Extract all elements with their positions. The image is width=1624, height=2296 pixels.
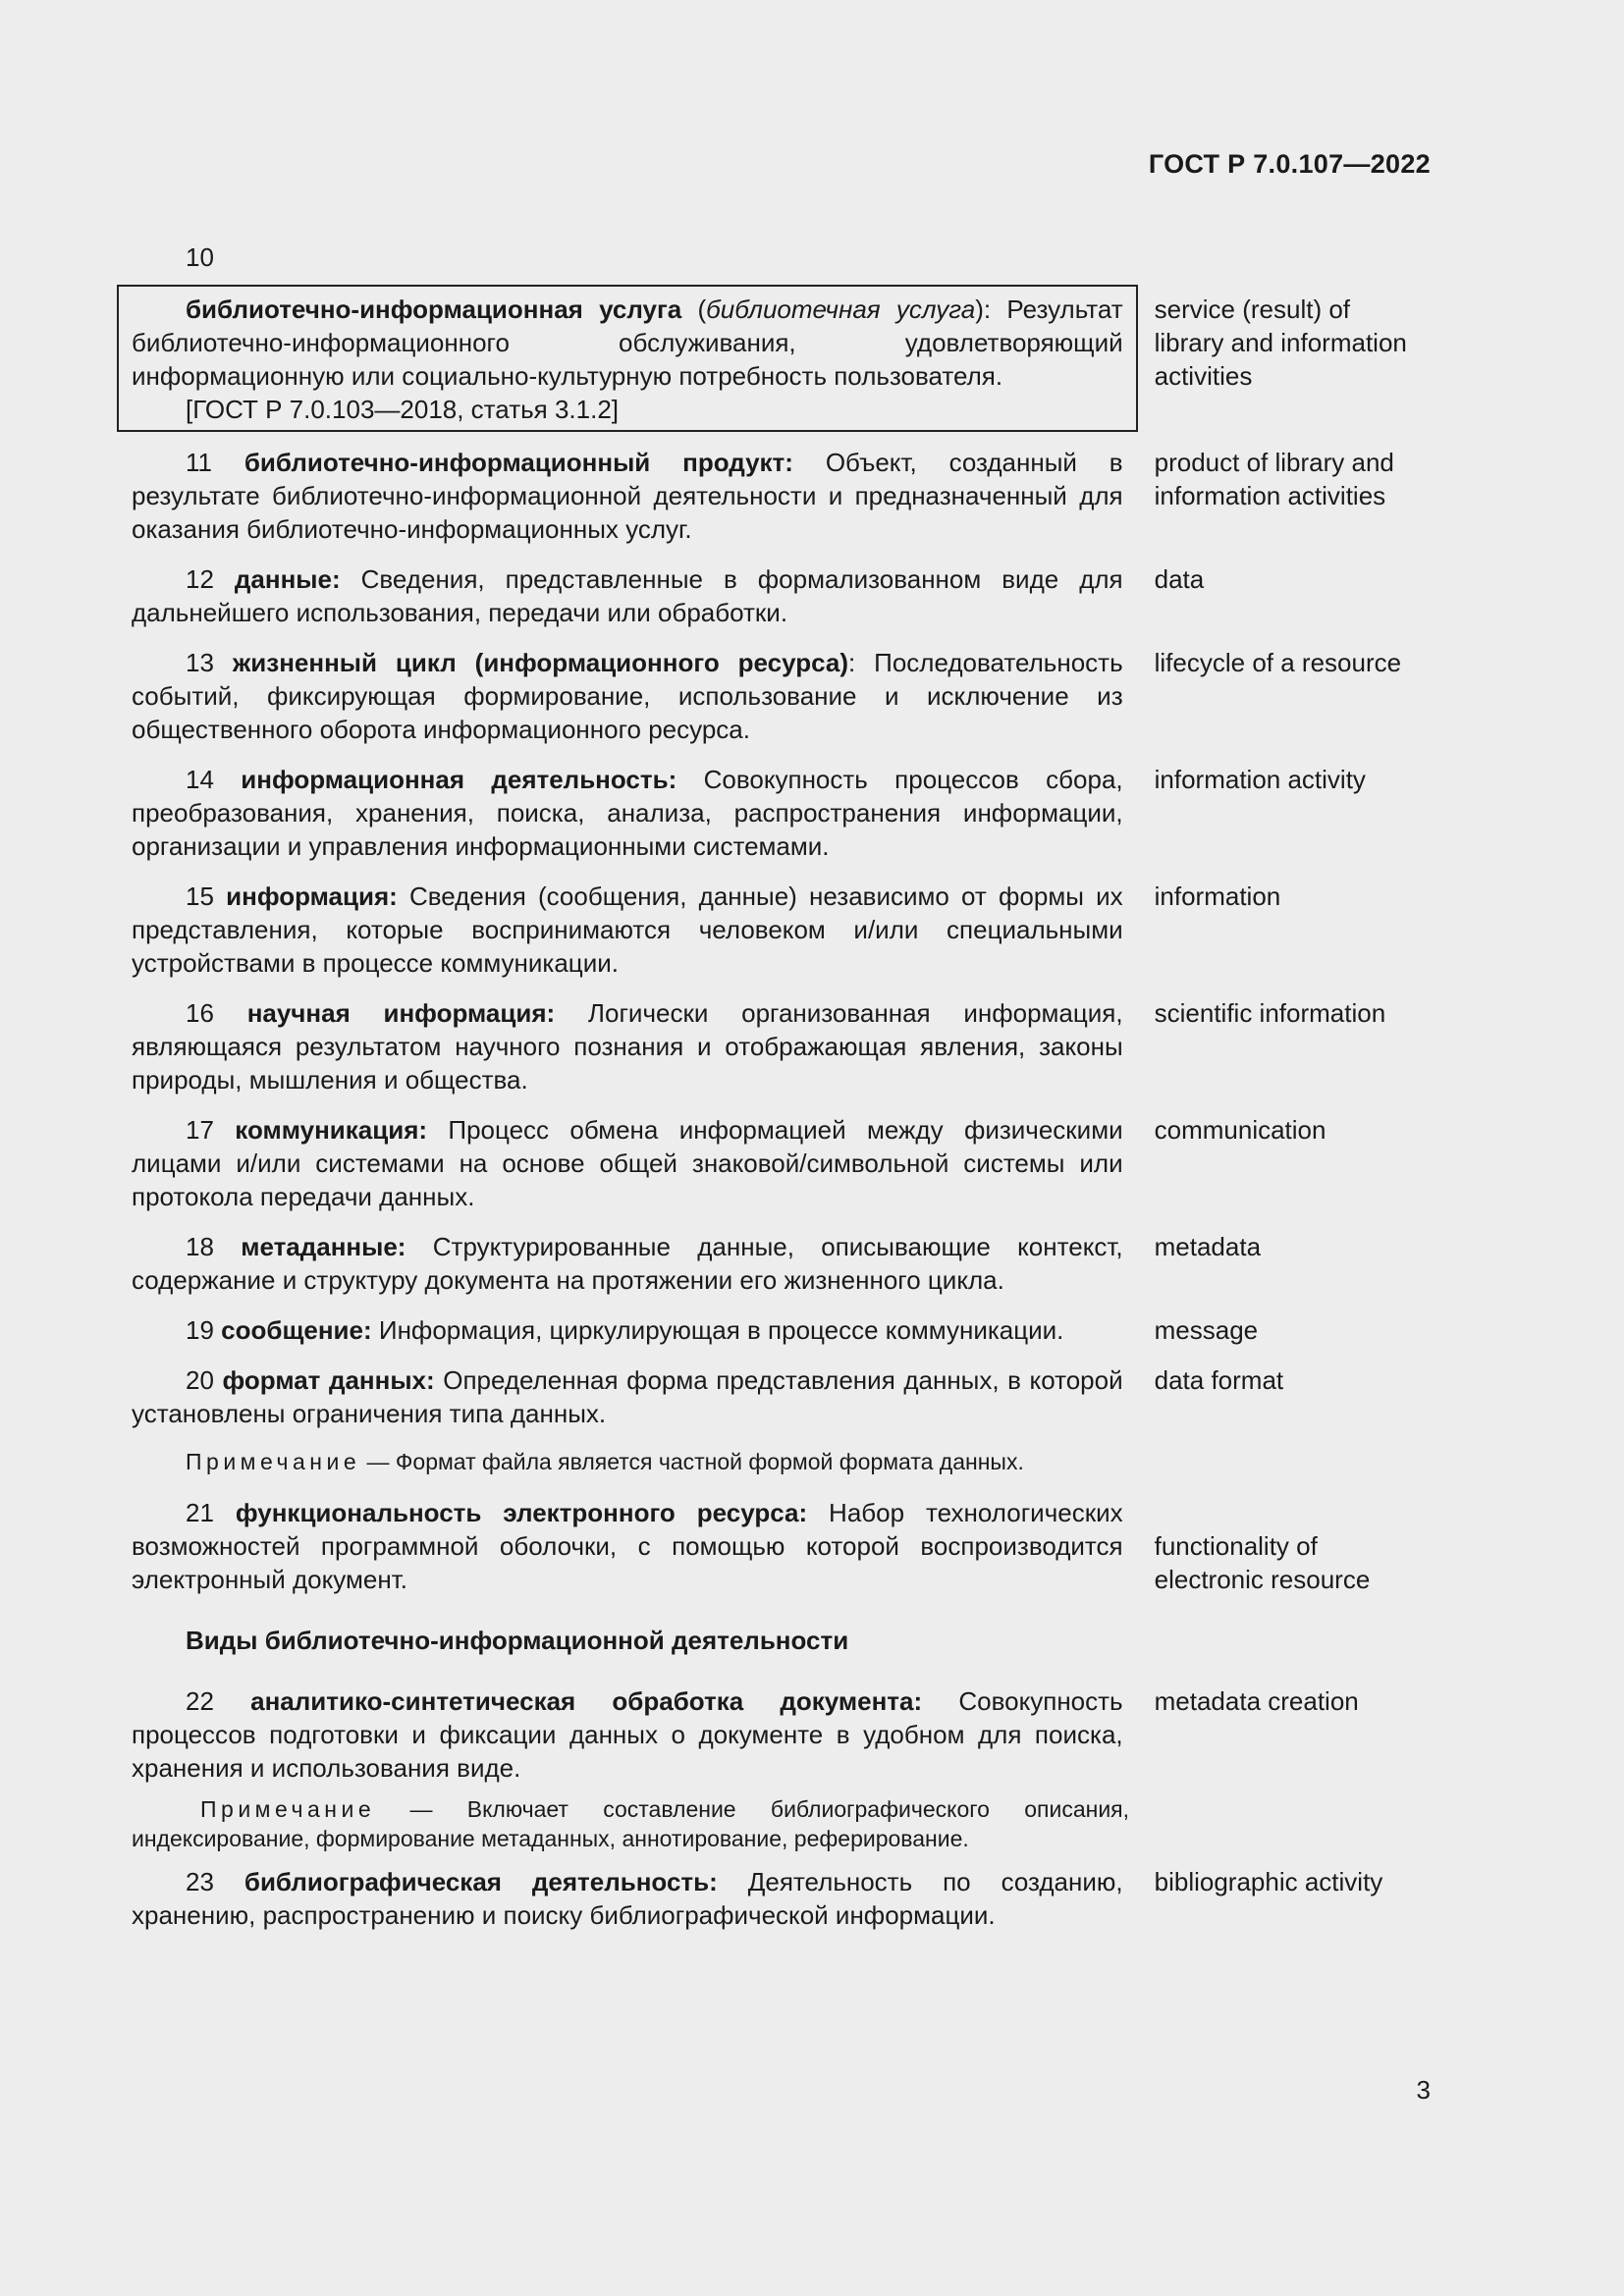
entry-12: 12 данные: Сведения, представленные в формализованном виде для дальнейшего использования, передачи или обработки. data bbox=[132, 562, 1408, 629]
term: библиотечно-информационная услуга bbox=[186, 294, 682, 324]
note-text: — Формат файла является частной формой формата данных. bbox=[366, 1449, 1024, 1474]
section-title: Виды библиотечно-информационной деятельности bbox=[186, 1626, 849, 1655]
boxed-entry bbox=[117, 285, 1408, 432]
entry-number-10: 10 bbox=[186, 242, 214, 272]
definition: Сведения, представленные в формализованном виде для дальнейшего использования, передачи или обработки. bbox=[132, 564, 1123, 627]
boxed-entry-text: библиотечно-информационная услуга (библиотечная услуга): Результат библиотечно-информационного обслуживания, удовлетворяющий информационную или социально-культурную потребность пользователя. [ГОСТ Р 7.0.103—2018, статья 3.1.2] bbox=[117, 285, 1138, 432]
definition: Логически организованная информация, являющаяся результатом научного познания и отображающая явления, законы природы, мышления и общества. bbox=[132, 998, 1123, 1095]
english-term: product of library and information activities bbox=[1154, 448, 1394, 510]
definition: Информация, циркулирующая в процессе коммуникации. bbox=[378, 1315, 1064, 1345]
note-text: — Включает составление библиографического описания, индексирование, формирование метаданных, аннотирование, реферирование. bbox=[132, 1796, 1130, 1851]
term: аналитико-синтетическая обработка документа: bbox=[250, 1686, 923, 1716]
definition: Деятельность по созданию, хранению, распространению и поиску библиографической информации. bbox=[132, 1867, 1123, 1930]
reference: [ГОСТ Р 7.0.103—2018, статья 3.1.2] bbox=[186, 395, 619, 424]
entry-13: 13 жизненный цикл (информационного ресурса): Последовательность событий, фиксирующая формирование, использование и исключение из общественного оборота информационного ресурса. lifecycle of a resource bbox=[132, 646, 1408, 746]
definition: Сведения (сообщения, данные) независимо от формы их представления, которые воспринимаются человеком и/или специальными устройствами в процессе коммуникации. bbox=[132, 881, 1123, 978]
entry-14: 14 информационная деятельность: Совокупность процессов сбора, преобразования, хранения, поиска, анализа, распространения информации, организации и управления информационными системами. information activity bbox=[132, 763, 1408, 863]
definition: Результат библиотечно-информационного обслуживания, удовлетворяющий информационную или социально-культурную потребность пользователя. bbox=[132, 294, 1123, 391]
page-number: 3 bbox=[1416, 2075, 1431, 2105]
definition: Определенная форма представления данных, в которой установлены ограничения типа данных. bbox=[132, 1365, 1123, 1428]
term: коммуникация: bbox=[235, 1115, 428, 1145]
english-term: data bbox=[1154, 564, 1205, 594]
standard-header: ГОСТ Р 7.0.107—2022 bbox=[1148, 149, 1431, 179]
entry-16: 16 научная информация: Логически организованная информация, являющаяся результатом научного познания и отображающая явления, законы природы, мышления и общества. scientific information bbox=[132, 996, 1408, 1096]
english-term: message bbox=[1154, 1315, 1259, 1345]
term: информация: bbox=[226, 881, 398, 911]
note-label: Примечание bbox=[200, 1796, 376, 1822]
term: формат данных: bbox=[222, 1365, 435, 1395]
term: функциональность электронного ресурса: bbox=[235, 1498, 808, 1527]
english-term: bibliographic activity bbox=[1154, 1867, 1383, 1896]
term: жизненный цикл (информационного ресурса) bbox=[232, 648, 848, 677]
english-term: information bbox=[1154, 881, 1281, 911]
term: научная информация: bbox=[246, 998, 556, 1028]
entry-17: 17 коммуникация: Процесс обмена информацией между физическими лицами и/или системами на основе общей знаковой/символьной системы или протокола передачи данных. communication bbox=[132, 1113, 1408, 1213]
english-term: communication bbox=[1154, 1115, 1326, 1145]
entry-20: 20 формат данных: Определенная форма представления данных, в которой установлены ограничения типа данных. data format bbox=[132, 1363, 1408, 1430]
note-label: Примечание bbox=[186, 1449, 361, 1474]
term: метаданные: bbox=[241, 1232, 406, 1261]
english-term: lifecycle of a resource bbox=[1154, 648, 1402, 677]
terms-list bbox=[132, 285, 1408, 1949]
definition: : Последовательность событий, фиксирующая формирование, использование и исключение из общественного оборота информационного ресурса. bbox=[132, 648, 1123, 744]
term: библиографическая деятельность: bbox=[244, 1867, 718, 1896]
english-term: metadata creation bbox=[1154, 1686, 1359, 1716]
entry-18: 18 метаданные: Структурированные данные, описывающие контекст, содержание и структуру документа на протяжении его жизненного цикла. metadata bbox=[132, 1230, 1408, 1297]
entry-15: 15 информация: Сведения (сообщения, данные) независимо от формы их представления, которые воспринимаются человеком и/или специальными устройствами в процессе коммуникации. information bbox=[132, 880, 1408, 980]
term: данные: bbox=[234, 564, 341, 594]
note-22 bbox=[132, 1794, 1129, 1853]
english-term: functionality of electronic resource bbox=[1154, 1531, 1371, 1594]
definition: Совокупность процессов сбора, преобразования, хранения, поиска, анализа, распространения информации, организации и управления информационными системами. bbox=[132, 765, 1123, 861]
entry-22: 22 аналитико-синтетическая обработка документа: Совокупность процессов подготовки и фиксации данных о документе в удобном для поиска, хранения и использования виде. metadata creation bbox=[132, 1684, 1408, 1785]
term: информационная деятельность: bbox=[241, 765, 677, 794]
term: сообщение: bbox=[221, 1315, 372, 1345]
entry-11: 11 библиотечно-информационный продукт: Объект, созданный в результате библиотечно-информационной деятельности и предназначенный для оказания библиотечно-информационных услуг. product of library and information activities bbox=[132, 446, 1408, 546]
english-term: scientific information bbox=[1154, 998, 1386, 1028]
english-term: information activity bbox=[1154, 765, 1366, 794]
english-term: metadata bbox=[1154, 1232, 1262, 1261]
definition: Совокупность процессов подготовки и фиксации данных о документе в удобном для поиска, хранения и использования виде. bbox=[132, 1686, 1123, 1783]
definition: Структурированные данные, описывающие контекст, содержание и структуру документа на протяжении его жизненного цикла. bbox=[132, 1232, 1123, 1295]
entry-19: 19 сообщение: Информация, циркулирующая в процессе коммуникации. message bbox=[132, 1313, 1408, 1347]
entry-23: 23 библиографическая деятельность: Деятельность по созданию, хранению, распространению и поиску библиографической информации. bibliographic activity bbox=[132, 1865, 1408, 1932]
definition: Набор технологических возможностей программной оболочки, с помощью которой воспроизводится электронный документ. bbox=[132, 1498, 1123, 1594]
entry-21: 21 функциональность электронного ресурса: Набор технологических возможностей программной оболочки, с помощью которой воспроизводится электронный документ. functionality of electronic resource bbox=[132, 1496, 1408, 1596]
definition: Процесс обмена информацией между физическими лицами и/или системами на основе общей знаковой/символьной системы или протокола передачи данных. bbox=[132, 1115, 1123, 1211]
definition: Объект, созданный в результате библиотечно-информационной деятельности и предназначенный для оказания библиотечно-информационных услуг. bbox=[132, 448, 1123, 544]
english-term: service (result) of library and information activities bbox=[1154, 294, 1407, 391]
term: библиотечно-информационный продукт: bbox=[244, 448, 793, 477]
note-20 bbox=[132, 1447, 1129, 1476]
english-term: data format bbox=[1154, 1365, 1284, 1395]
synonym: библиотечная услуга bbox=[706, 294, 976, 324]
